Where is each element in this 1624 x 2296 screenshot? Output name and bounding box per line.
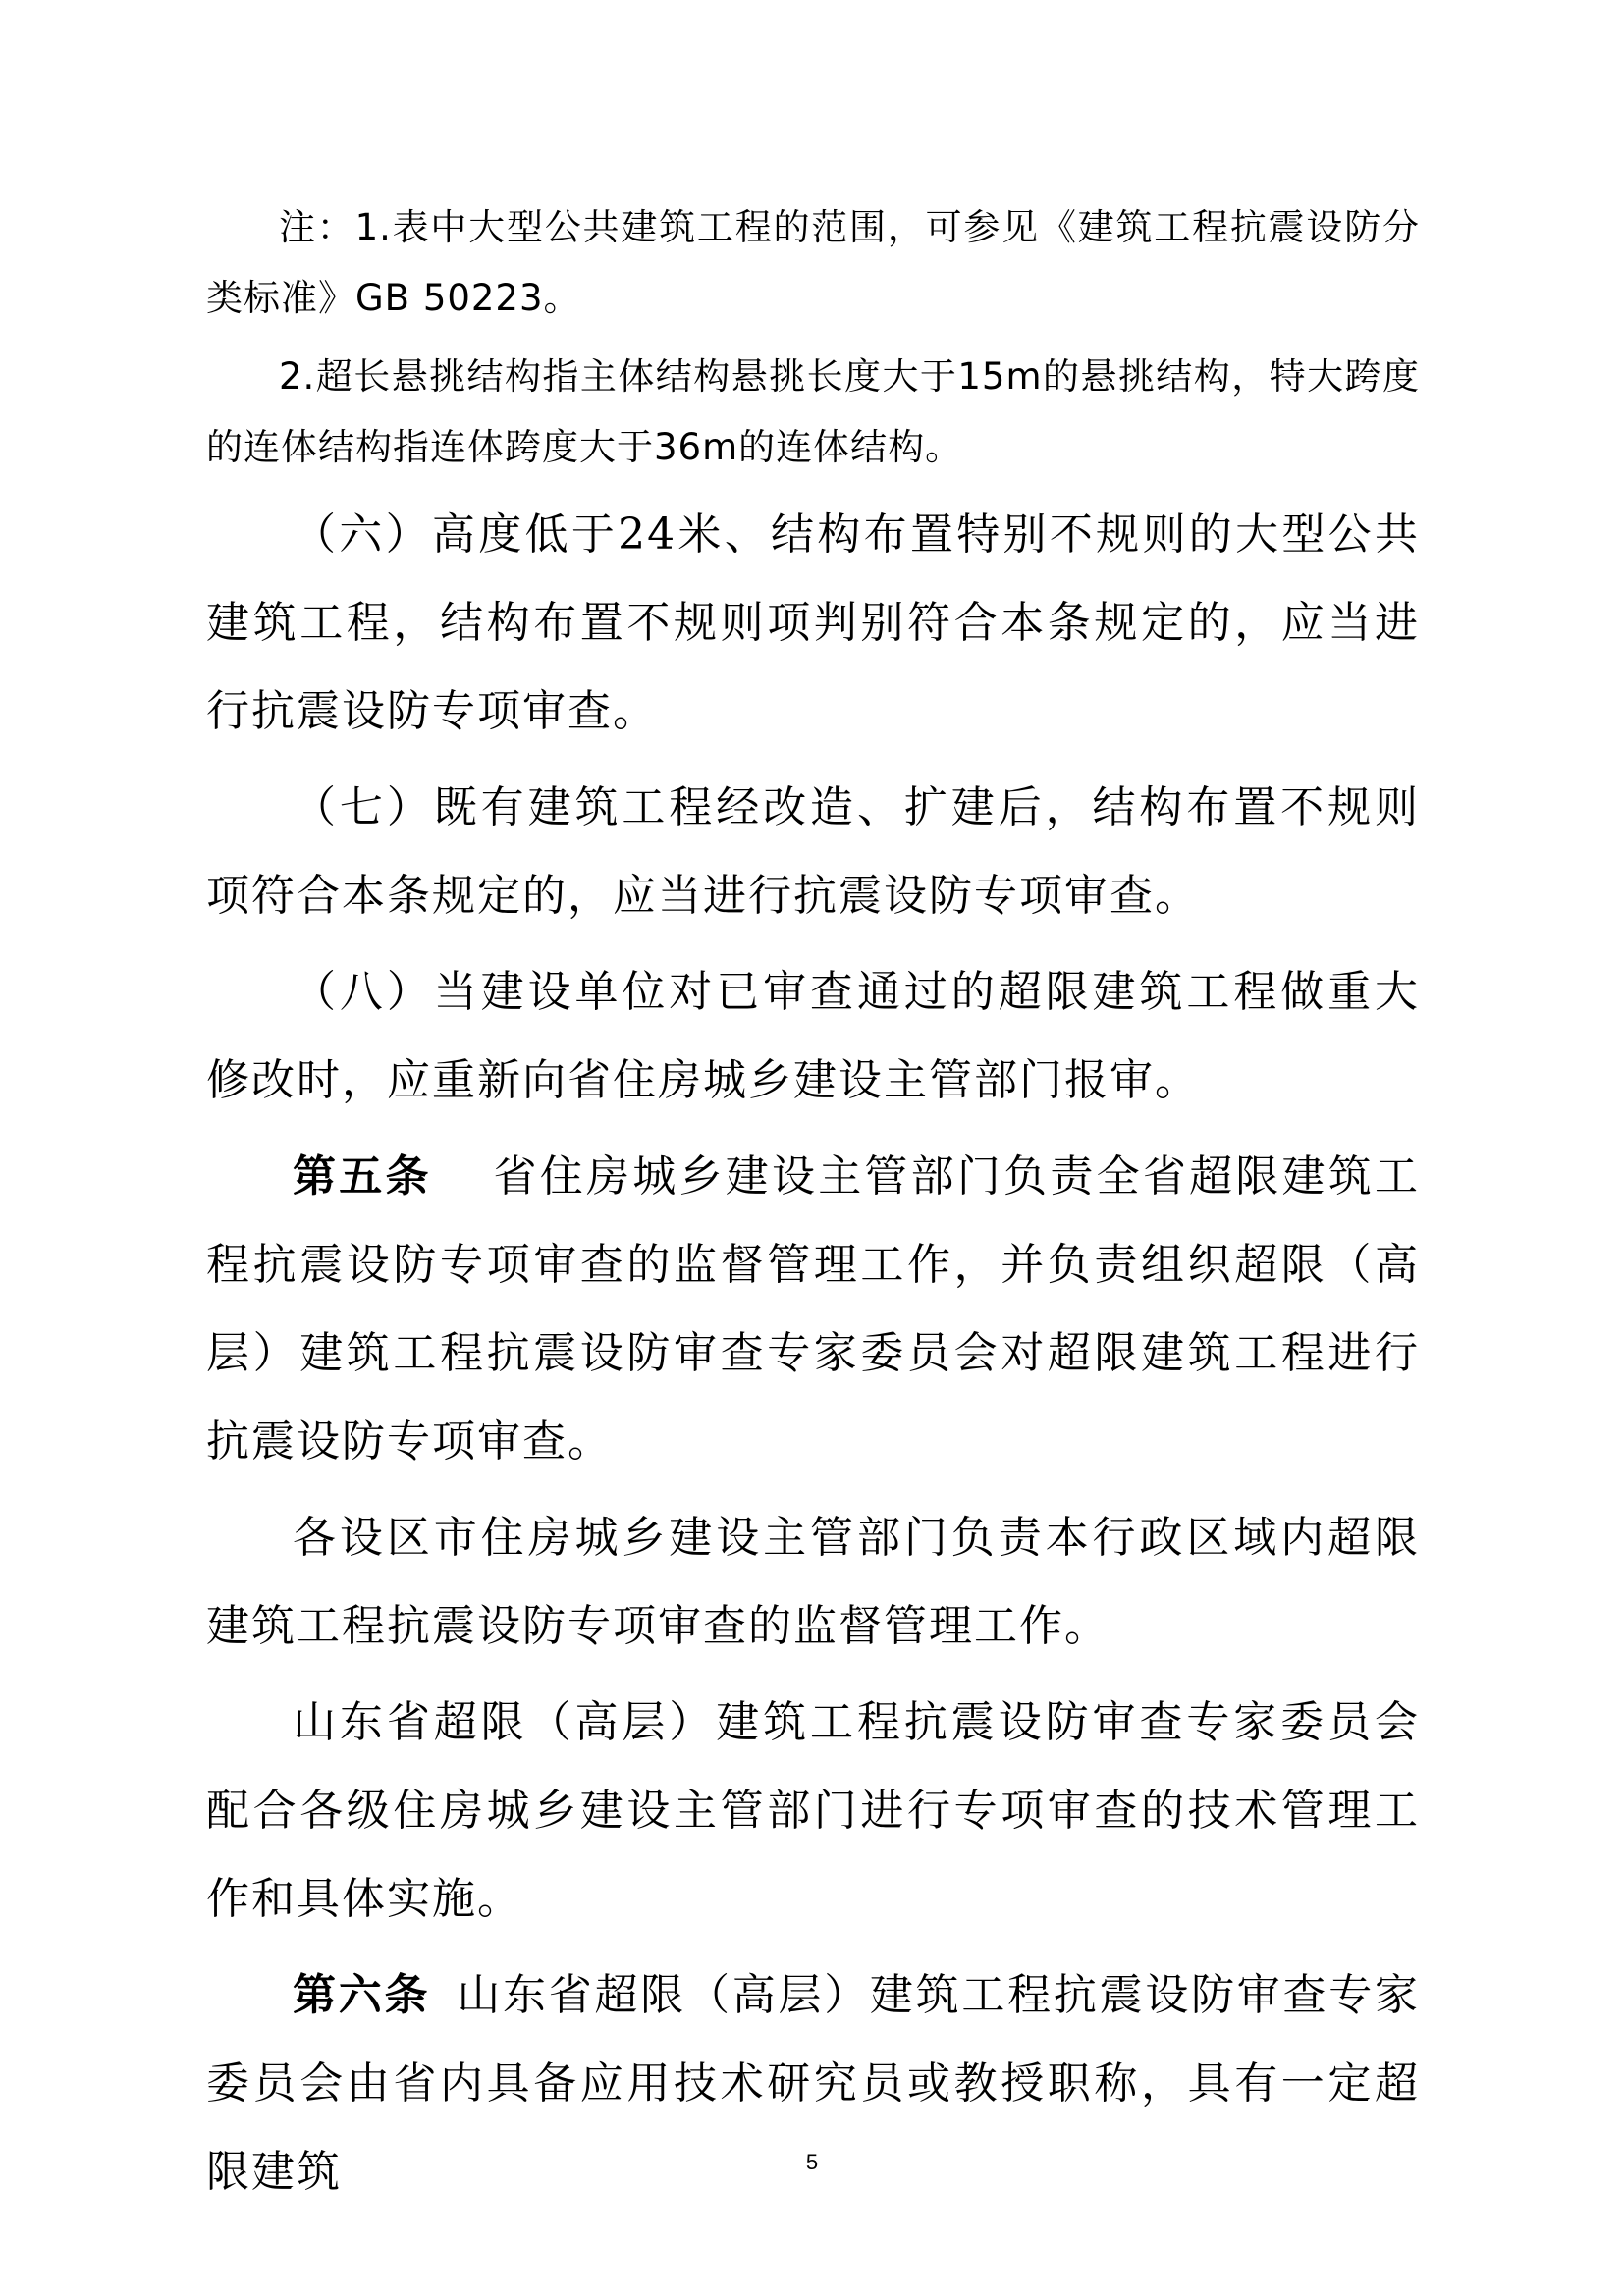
article-5-paragraph-2: 各设区市住房城乡建设主管部门负责本行政区域内超限建筑工程抗震设防专项审查的监督管理工作。 — [206, 1513, 1420, 1651]
article-6-heading: 第六条 — [293, 1970, 431, 2020]
note-1: 注：1.表中大型公共建筑工程的范围，可参见《建筑工程抗震设防分类标准》GB 50223。 — [206, 206, 1420, 319]
article-5-body: 省住房城乡建设主管部门负责全省超限建筑工程抗震设防专项审查的监督管理工作，并负责组织超限（高层）建筑工程抗震设防审查专家委员会对超限建筑工程进行抗震设防专项审查。 — [206, 1151, 1421, 1467]
article-5-paragraph — [206, 1133, 1420, 1486]
note-2: 2.超长悬挑结构指主体结构悬挑长度大于15m的悬挑结构，特大跨度的连体结构指连体跨度大于36m的连体结构。 — [206, 355, 1420, 468]
item-eight: （八）当建设单位对已审查通过的超限建筑工程做重大修改时，应重新向省住房城乡建设主管部门报审。 — [206, 967, 1420, 1105]
item-seven: （七）既有建筑工程经改造、扩建后，结构布置不规则项符合本条规定的，应当进行抗震设防专项审查。 — [206, 782, 1420, 921]
article-5-paragraph-3: 山东省超限（高层）建筑工程抗震设防审查专家委员会配合各级住房城乡建设主管部门进行专项审查的技术管理工作和具体实施。 — [206, 1697, 1420, 1924]
page-content — [206, 192, 1420, 2224]
article-6-paragraph — [206, 1951, 1420, 2216]
page-number: 5 — [805, 2150, 819, 2174]
article-5-heading: 第五条 — [293, 1151, 432, 1201]
item-six: （六）高度低于24米、结构布置特别不规则的大型公共建筑工程，结构布置不规则项判别符合本条规定的，应当进行抗震设防专项审查。 — [206, 509, 1420, 736]
article-6-body: 山东省超限（高层）建筑工程抗震设防审查专家委员会由省内具备应用技术研究员或教授职称，具有一定超限建筑 — [206, 1970, 1421, 2197]
